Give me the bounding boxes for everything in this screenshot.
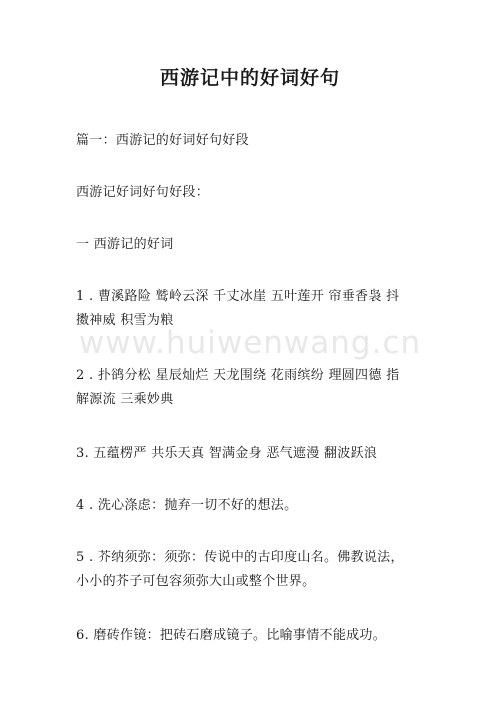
word: 天龙围绕 [213,368,267,383]
list-item-2-row-2: 解源流 三乘妙典 [76,392,174,407]
word: 扑鹆分松 [97,368,152,383]
item-number: 2 . [76,368,94,383]
list-item-5-row-2: 小小的芥子可包容须弥大山或整个世界。 [76,574,316,589]
word: 理圆四德 [328,368,382,383]
list-item-5-row-1: 5 . 芥纳须弥：须弥：传说中的古印度山名。佛教说法， [76,550,404,565]
list-item-2-row-1 [76,364,428,388]
list-item-6: 6. 磨砖作镜：把砖石磨成镜子。比喻事情不能成功。 [76,628,387,643]
watermark: www.huiwenwang.cn [78,325,422,361]
list-item-1 [76,285,428,333]
word: 曹溪路险 [97,289,152,304]
section-heading-2: 西游记好词好句好段： [76,185,210,200]
document-title: 西游记中的好词好句 [159,67,340,89]
subsection-heading: 一 西游记的好词 [76,237,174,252]
section-heading-1: 篇一：西游记的好词好句好段 [76,133,249,148]
word: 帘垂香袅 [328,289,382,304]
word: 花雨缤纷 [270,368,324,383]
word: 五叶莲开 [270,289,324,304]
list-item-5 [76,546,428,594]
list-item-3: 3. 五蕴楞严 共乐天真 智满金身 恶气遮漫 翻波跃浪 [76,446,378,461]
word: 鹫岭云深 [155,289,209,304]
list-item-2 [76,364,428,412]
word: 指 [386,368,400,383]
list-item-4: 4 . 洗心涤虑：抛弃一切不好的想法。 [76,498,298,513]
word: 抖 [386,289,400,304]
list-item-1-row-2: 擞神威 积雪为粮 [76,313,174,328]
list-item-1-row-1 [76,285,428,309]
word: 星辰灿烂 [155,368,209,383]
item-number: 1 . [76,289,94,304]
word: 千丈冰崖 [213,289,267,304]
